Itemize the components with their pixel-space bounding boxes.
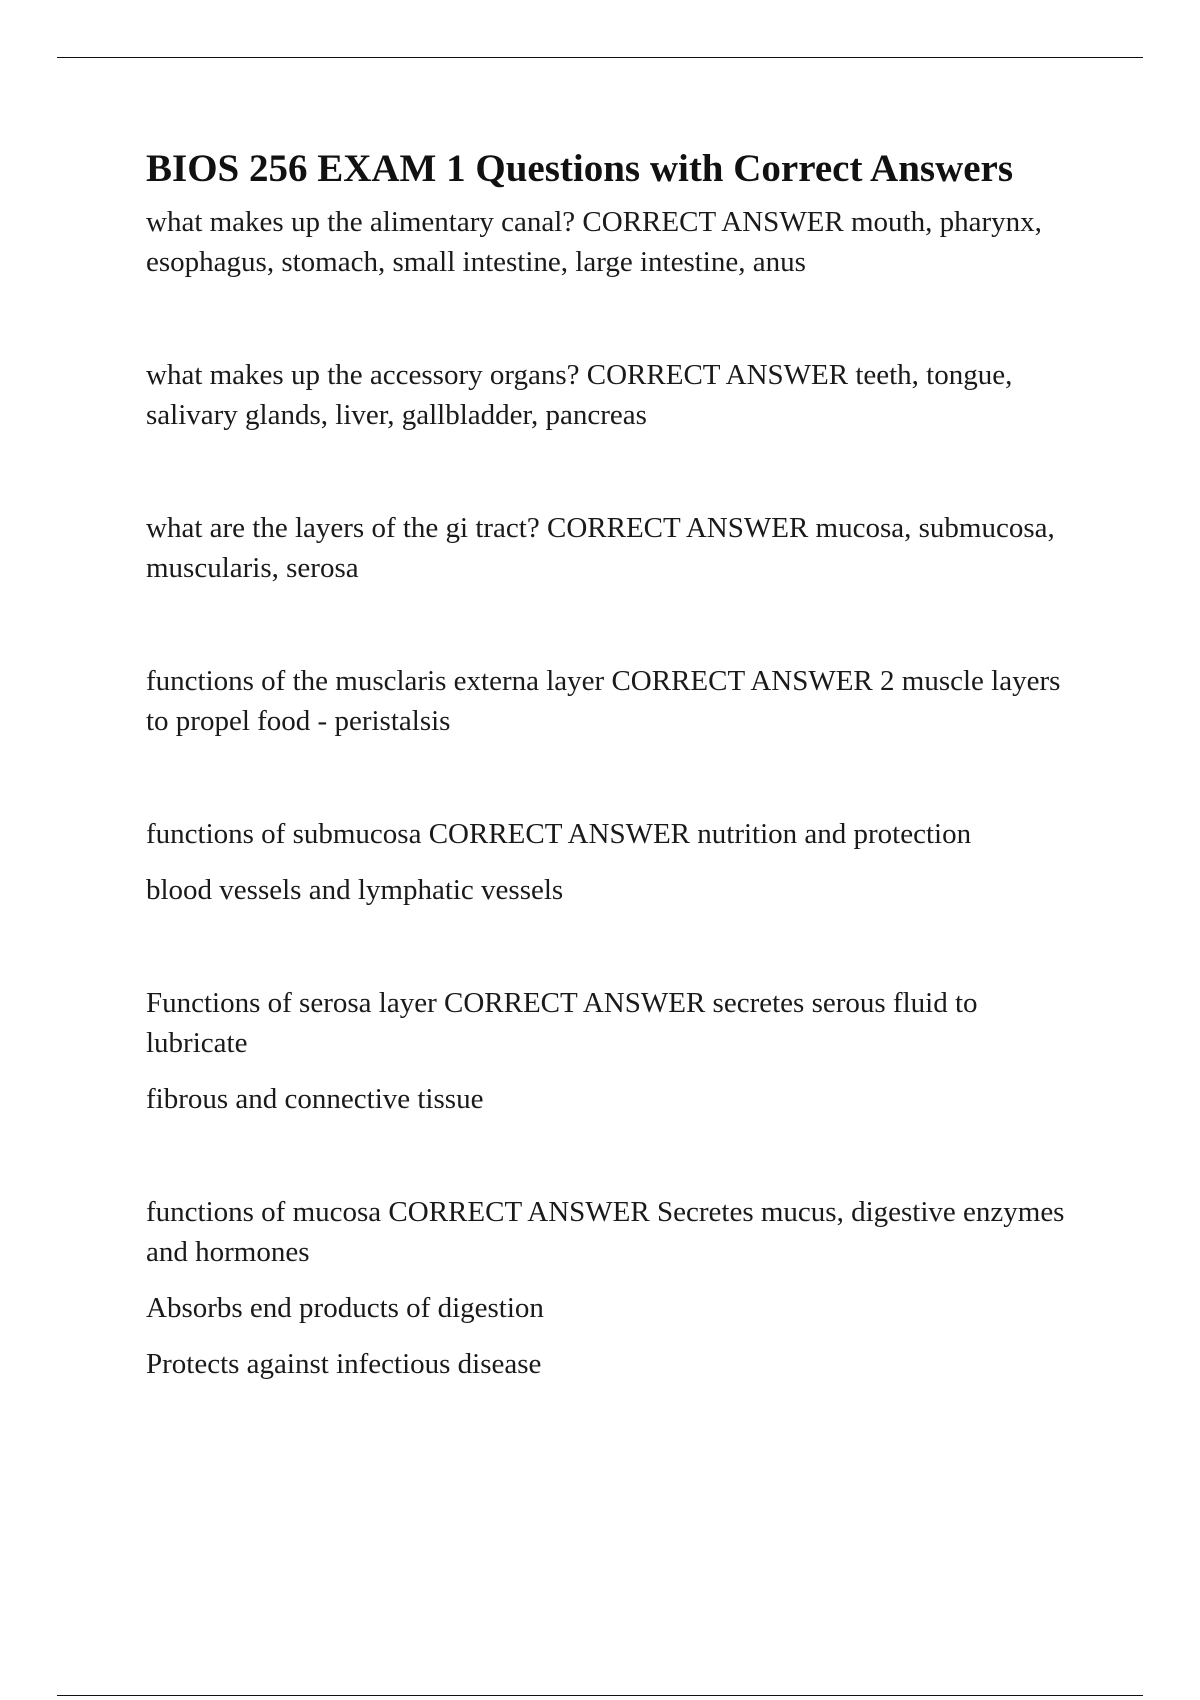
qa-block-alimentary-canal (146, 202, 1086, 282)
qa-block-gi-layers (146, 508, 1086, 588)
qa-text: functions of mucosa CORRECT ANSWER Secretes mucus, digestive enzymes and hormones (146, 1196, 1065, 1268)
qa-text: what makes up the accessory organs? CORRECT ANSWER teeth, tongue, salivary glands, liver, gallbladder, pancreas (146, 359, 1013, 431)
page-content (146, 146, 1086, 1384)
answer-detail: fibrous and connective tissue (146, 1083, 484, 1115)
qa-text: what are the layers of the gi tract? CORRECT ANSWER mucosa, submucosa, muscularis, serosa (146, 512, 1055, 584)
qa-block-mucosa (146, 1192, 1086, 1384)
qa-block-muscularis (146, 661, 1086, 741)
answer-detail: blood vessels and lymphatic vessels (146, 874, 564, 906)
qa-block-serosa (146, 983, 1086, 1119)
answer-detail: Protects against infectious disease (146, 1348, 542, 1380)
top-rule (57, 57, 1143, 58)
bottom-rule (57, 1695, 1143, 1696)
document-title: BIOS 256 EXAM 1 Questions with Correct Answers (146, 147, 1014, 190)
qa-text: functions of the musclaris externa layer CORRECT ANSWER 2 muscle layers to propel food - peristalsis (146, 665, 1061, 737)
qa-text: what makes up the alimentary canal? CORRECT ANSWER mouth, pharynx, esophagus, stomach, small intestine, large intestine, anus (146, 206, 1042, 278)
qa-text: functions of submucosa CORRECT ANSWER nutrition and protection (146, 818, 972, 850)
qa-block-accessory-organs (146, 355, 1086, 435)
qa-text: Functions of serosa layer CORRECT ANSWER secretes serous fluid to lubricate (146, 987, 978, 1059)
qa-block-submucosa (146, 814, 1086, 910)
answer-detail: Absorbs end products of digestion (146, 1292, 544, 1324)
